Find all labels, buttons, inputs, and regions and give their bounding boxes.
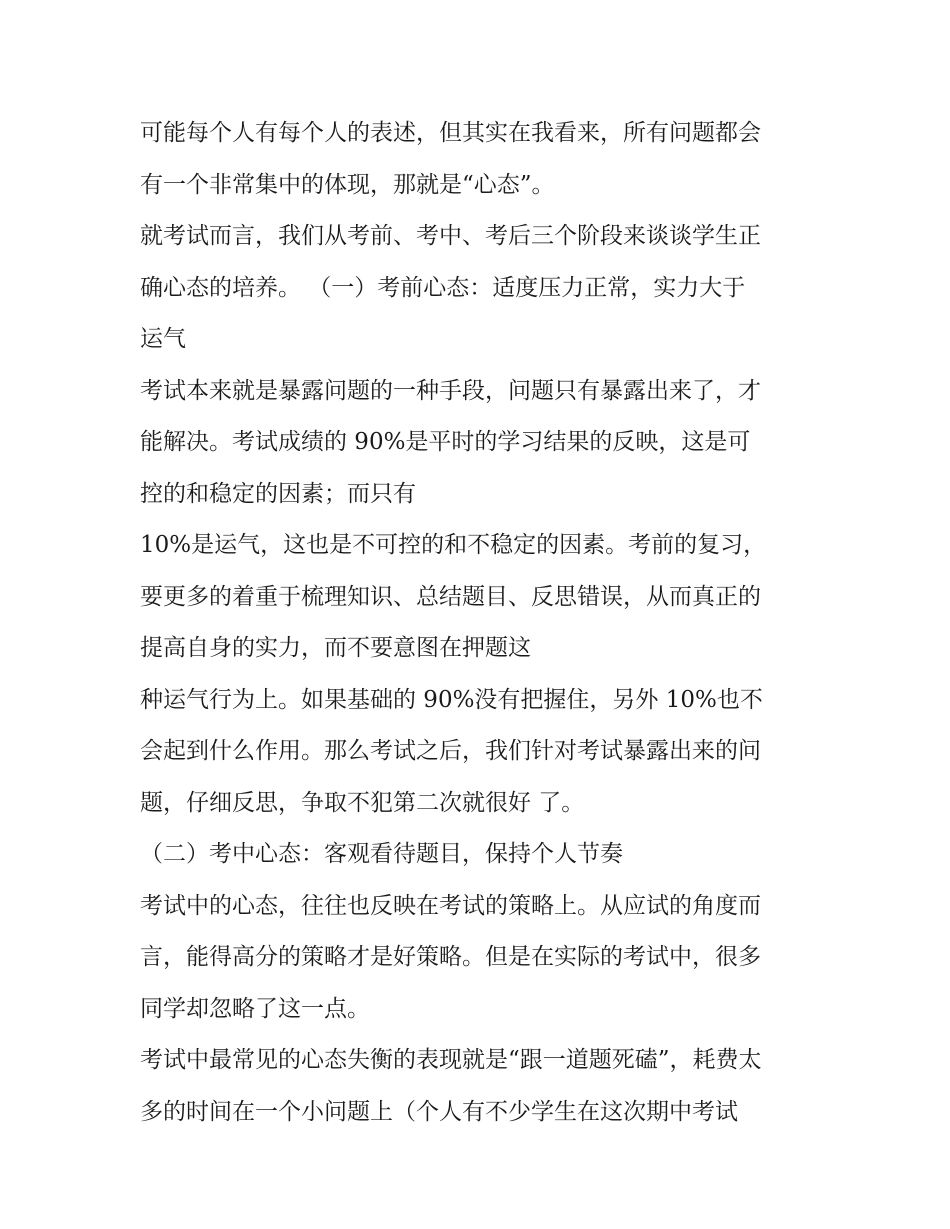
text-line: 会起到什么作用。那么考试之后，我们针对考试暴露出来的问 (140, 738, 761, 764)
text-line: 多的时间在一个小问题上（个人有不少学生在这次期中考试 (140, 1098, 738, 1125)
text-line: 考试中的心态，往往也反映在考试的策略上。从应试的角度而 (140, 892, 761, 919)
text-line: 可能每个人有每个人的表述，但其实在我看来，所有问题都会 (140, 120, 761, 146)
text-line: 控的和稳定的因素；而只有 (140, 480, 416, 507)
text-line: 要更多的着重于梳理知识、总结题目、反思错误，从而真正的 (140, 583, 761, 610)
text-line: 考试中最常见的心态失衡的表现就是“跟一道题死磕”，耗费太 (140, 1047, 762, 1073)
text-line: 10%是运气，这也是不可控的和不稳定的因素。考前的复习， (140, 532, 767, 558)
text-line: 有一个非常集中的体现，那就是“心态”。 (140, 171, 555, 198)
text-line: 言，能得高分的策略才是好策略。但是在实际的考试中，很多 (140, 944, 761, 970)
text-line: 运气 (140, 326, 186, 352)
text-line: 就考试而言，我们从考前、考中、考后三个阶段来谈谈学生正 (140, 223, 761, 249)
section-heading: （二）考中心态：客观看待题目，保持个人节奏 (140, 841, 623, 867)
text-line: 确心态的培养。 （一）考前心态：适度压力正常，实力大于 (140, 274, 746, 301)
text-line: 题，仔细反思，争取不犯第二次就很好 了。 (140, 789, 585, 816)
text-line: 提高自身的实力，而不要意图在押题这 (140, 635, 531, 661)
text-line: 种运气行为上。如果基础的 90%没有把握住，另外 10%也不 (140, 686, 763, 713)
document-body (140, 108, 820, 1138)
text-line: 考试本来就是暴露问题的一种手段，问题只有暴露出来了，才 (140, 377, 761, 404)
text-line: 能解决。考试成绩的 90%是平时的学习结果的反映，这是可 (140, 429, 751, 455)
text-line: 同学却忽略了这一点。 (140, 995, 370, 1022)
